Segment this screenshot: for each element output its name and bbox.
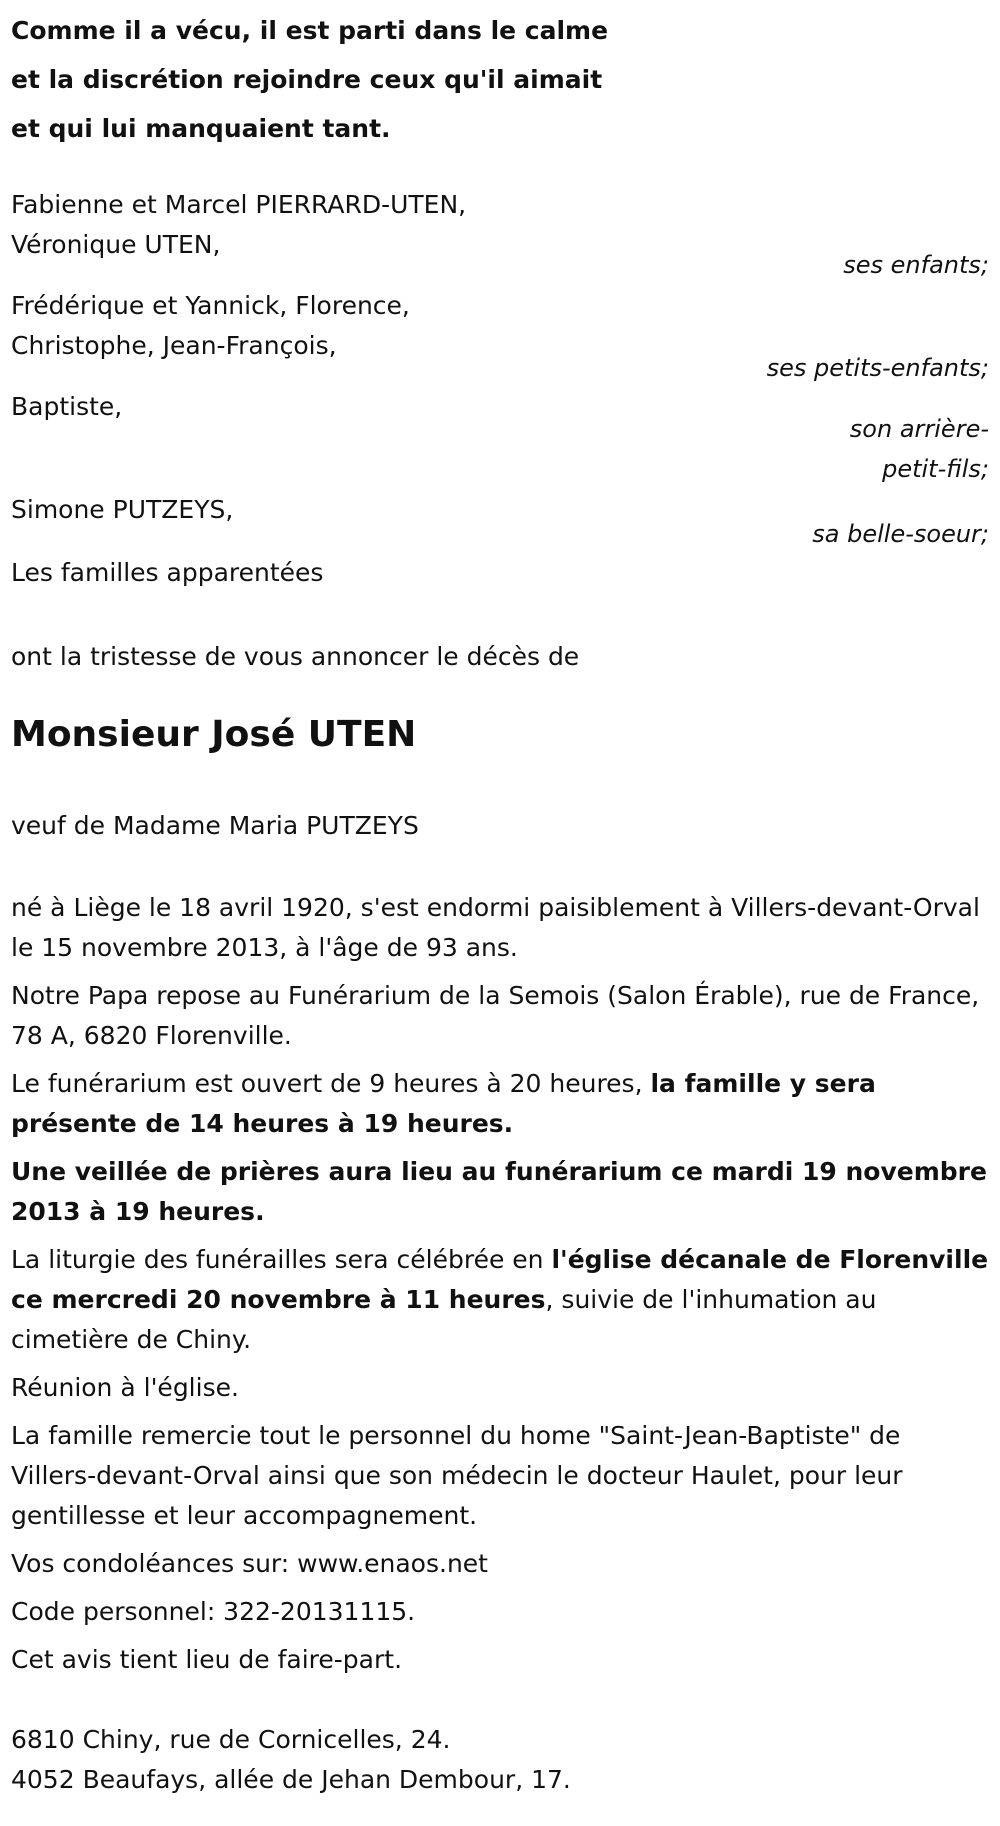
meeting-paragraph: Réunion à l'église. (11, 1373, 239, 1402)
family-name: Les familles apparentées (11, 558, 324, 587)
family-role: sa belle-soeur; (812, 520, 989, 548)
opening-line: et la discrétion rejoindre ceux qu'il aimait (11, 65, 603, 94)
announcement: ont la tristesse de vous annoncer le décès de (11, 642, 580, 671)
family-name: Simone PUTZEYS, (11, 495, 234, 524)
opening-line: et qui lui manquaient tant. (11, 114, 391, 143)
liturgy-paragraph (11, 1240, 989, 1360)
family-name: Christophe, Jean-François, (11, 331, 337, 360)
widower-of: veuf de Madame Maria PUTZEYS (11, 811, 419, 840)
address-line: 6810 Chiny, rue de Cornicelles, 24. (11, 1725, 451, 1754)
family-role: ses enfants; (843, 251, 989, 279)
hours-text: Le funérarium est ouvert de 9 heures à 20 heures, (11, 1069, 651, 1098)
opening-verse (11, 6, 711, 153)
family-presence-text: la famille y sera présente de 14 heures à 19 heures. (11, 1069, 876, 1138)
family-grandchildren (11, 286, 989, 382)
vigil-paragraph: Une veillée de prières aura lieu au funérarium ce mardi 19 novembre 2013 à 19 heures. (11, 1157, 987, 1226)
personal-code: Code personnel: 322-20131115. (11, 1597, 416, 1626)
notice-body (11, 888, 989, 1688)
family-role: son arrière- (849, 415, 989, 443)
church-details: l'église décanale de Florenville ce mercredi 20 novembre à 11 heures (11, 1245, 989, 1314)
opening-hours-paragraph (11, 1064, 989, 1144)
family-name: Fabienne et Marcel PIERRARD-UTEN, (11, 190, 467, 219)
family-name: Frédérique et Yannick, Florence, (11, 291, 410, 320)
birth-death-paragraph: né à Liège le 18 avril 1920, s'est endormi paisiblement à Villers-devant-Orval le 15 novembre 2013, à l'âge de 93 ans. (11, 893, 980, 962)
opening-line: Comme il a vécu, il est parti dans le calme (11, 16, 609, 45)
notice-statement: Cet avis tient lieu de faire-part. (11, 1645, 403, 1674)
family-role: petit-fils; (882, 455, 989, 483)
thanks-paragraph: La famille remercie tout le personnel du home "Saint-Jean-Baptiste" de Villers-devant-Orval ainsi que son médecin le docteur Haulet, pour leur gentillesse et leur accompagnement. (11, 1421, 903, 1530)
deceased-name: Monsieur José UTEN (11, 714, 417, 755)
liturgy-text: La liturgie des funérailles sera célébrée en (11, 1245, 552, 1274)
family-great-grandchild (11, 387, 989, 483)
family-sister-in-law (11, 490, 989, 548)
family-children (11, 185, 989, 279)
condolences-paragraph: Vos condoléances sur: www.enaos.net (11, 1549, 488, 1578)
family-related (11, 553, 989, 593)
family-role: ses petits-enfants; (766, 354, 989, 382)
funeral-home-paragraph: Notre Papa repose au Funérarium de la Semois (Salon Érable), rue de France, 78 A, 6820 Florenville. (11, 981, 980, 1050)
family-name: Baptiste, (11, 392, 123, 421)
address-line: 4052 Beaufays, allée de Jehan Dembour, 17. (11, 1765, 571, 1794)
burial-text: , suivie de l'inhumation au cimetière de Chiny. (11, 1285, 877, 1354)
family-name: Véronique UTEN, (11, 230, 221, 259)
addresses (11, 1720, 571, 1800)
